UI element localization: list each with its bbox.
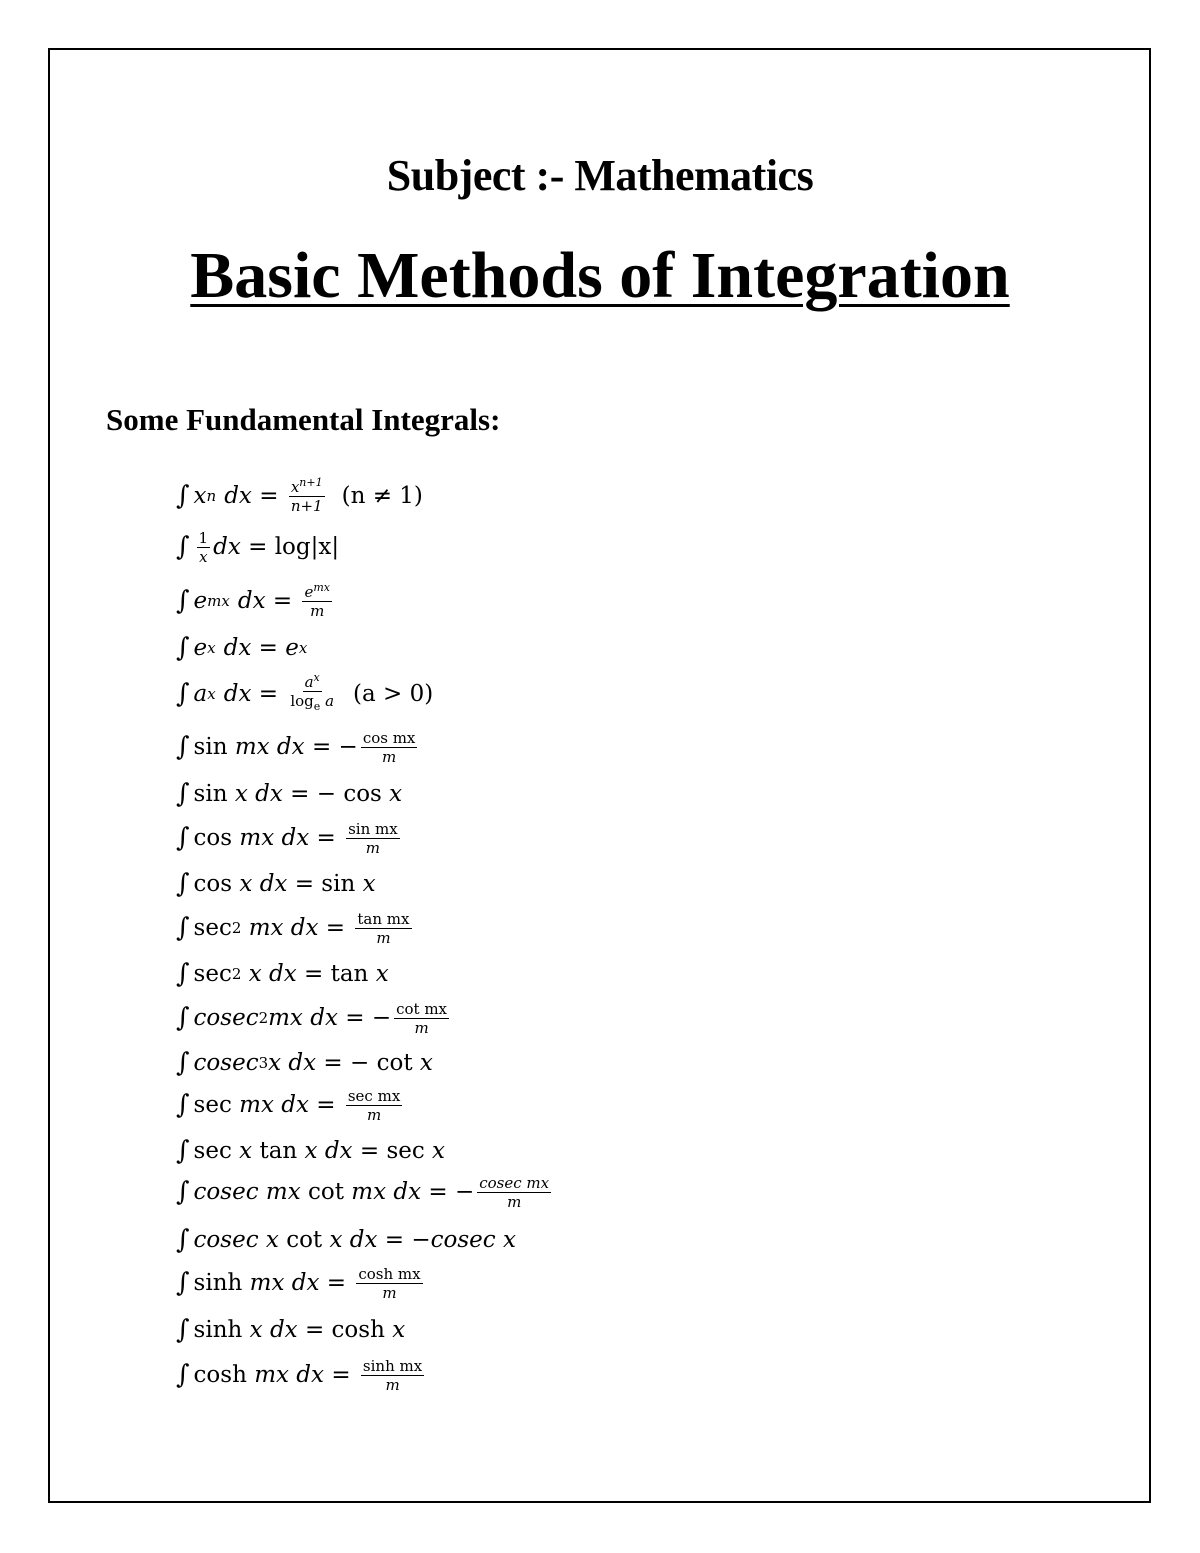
fraction: $\frac{x^{n+1}}{n+1}$	[290, 475, 323, 515]
formula-expression: ∫ cos x dx = sin x	[176, 869, 376, 899]
formula-expression: ∫ sinh mx dx = $\frac{\text{cosh mx}}{m}$	[176, 1264, 421, 1302]
formula-expression: ∫ sec 2 x dx = tan x	[176, 959, 389, 989]
formula-expression: ∫ cosh mx dx = $\frac{\text{sinh mx}}{m}$	[176, 1356, 423, 1394]
formula-expression: ∫ e mx dx = $\frac{e^{mx}}{m}$	[176, 580, 330, 620]
fraction: $\frac{\text{sin mx}}{m}$	[348, 819, 398, 857]
formula-expression: ∫ cosec mx cot mx dx = − $\frac{\text{cosec mx}}{m}$	[176, 1173, 550, 1211]
page-title-text: Basic Methods of Integration	[190, 239, 1010, 312]
formula-expression: ∫ a x dx = $\frac{a^x}{\log_e a}$ (a > 0)	[176, 672, 433, 716]
fraction: $\frac{\text{sinh mx}}{m}$	[362, 1356, 423, 1394]
fraction: $\frac{e^{mx}}{m}$	[304, 580, 330, 620]
formula-expression: ∫ cosec x cot x dx = − cosec x	[176, 1225, 516, 1255]
section-heading: Some Fundamental Integrals:	[106, 402, 501, 437]
formula-expression: ∫ sin mx dx = − $\frac{\text{cos mx}}{m}$	[176, 728, 416, 766]
formula-expression: ∫ e x dx = e x	[176, 633, 308, 663]
fraction: $\frac{\text{sec mx}}{m}$	[347, 1086, 401, 1124]
formula-expression: ∫ sec 2 mx dx = $\frac{\text{tan mx}}{m}$	[176, 909, 410, 947]
formula-expression: ∫ sec x tan x dx = sec x	[176, 1136, 446, 1166]
formula-expression: ∫ sin x dx = − cos x	[176, 779, 403, 809]
formula-expression: ∫ cosec 3 x dx = − cot x	[176, 1048, 433, 1078]
formula-expression: ∫ sec mx dx = $\frac{\text{sec mx}}{m}$	[176, 1086, 401, 1124]
fraction: $\frac{\text{cosh mx}}{m}$	[358, 1264, 421, 1302]
formula-expression: ∫ x n dx = $\frac{x^{n+1}}{n+1}$ (n ≠ 1)	[176, 475, 423, 515]
formula-expression: ∫ cos mx dx = $\frac{\text{sin mx}}{m}$	[176, 819, 398, 857]
fraction: $\frac{\text{cot mx}}{m}$	[396, 999, 448, 1037]
formula-expression: ∫ $\frac{1}{x}$ dx = log|x|	[176, 528, 340, 566]
page-title	[0, 238, 1200, 314]
fraction: $\frac{\text{cos mx}}{m}$	[362, 728, 416, 766]
formula-expression: ∫ cosec 2 mx dx = − $\frac{\text{cot mx}}{m}$	[176, 999, 448, 1037]
fraction: $\frac{\text{cosec mx}}{m}$	[479, 1173, 550, 1211]
subject-heading: Subject :- Mathematics	[386, 151, 814, 200]
formula-expression: ∫ sinh x dx = cosh x	[176, 1315, 406, 1345]
fraction: $\frac{1}{x}$	[198, 528, 209, 566]
fraction: $\frac{a^x}{\log_e a}$	[290, 670, 335, 713]
fraction: $\frac{\text{tan mx}}{m}$	[357, 909, 410, 947]
